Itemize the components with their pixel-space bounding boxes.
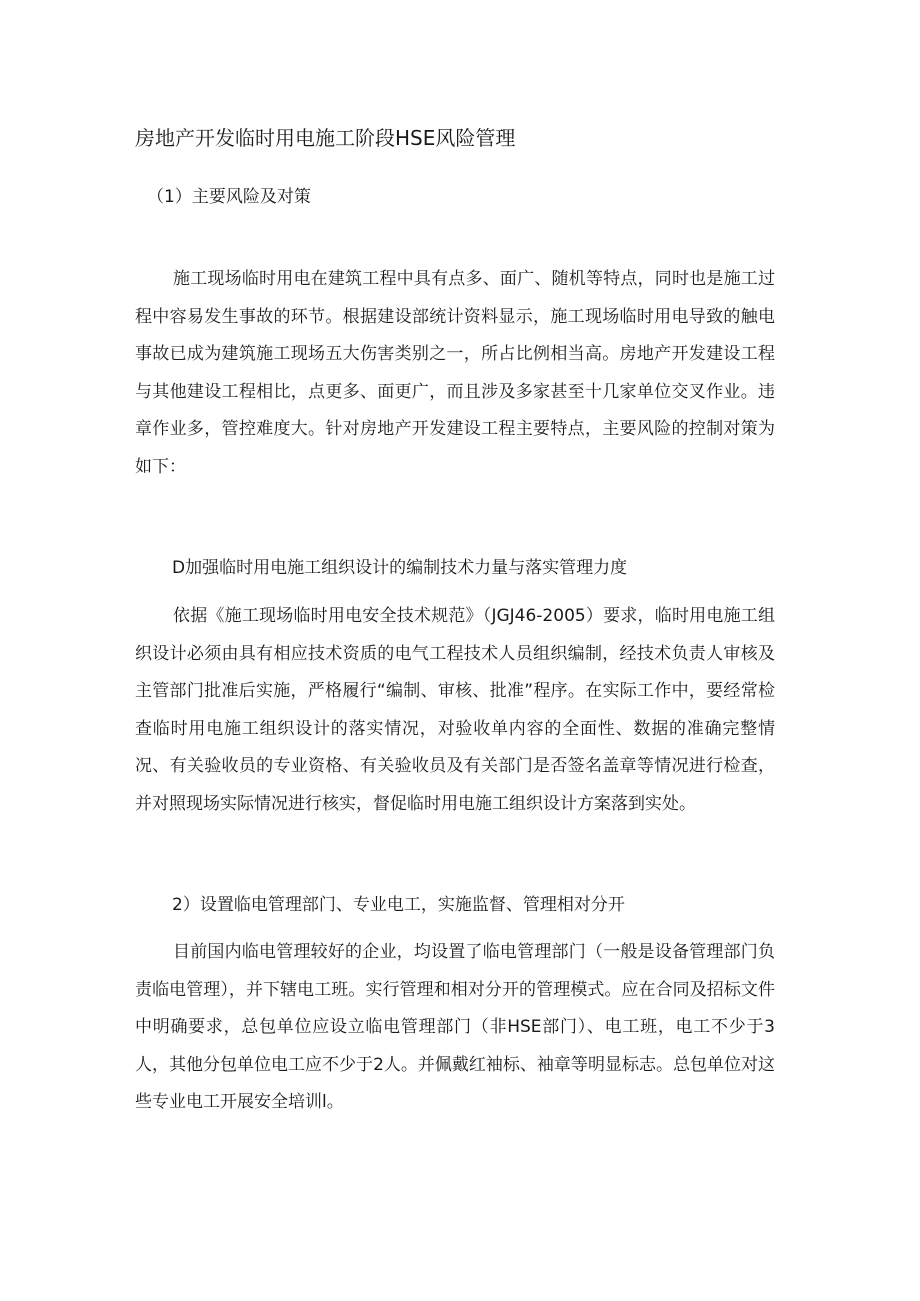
document-title: 房地产开发临时用电施工阶段HSE风险管理	[135, 126, 516, 150]
section-heading-main-risks: （1）主要风险及对策	[147, 187, 311, 207]
subheading-construction-design: D加强临时用电施工组织设计的编制技术力量与落实管理力度	[172, 558, 628, 578]
subheading-management-dept: 2）设置临电管理部门、专业电工，实施监督、管理相对分开	[172, 895, 625, 915]
paragraph-management-model: 目前国内临电管理较好的企业，均设置了临电管理部门（一般是设备管理部门负责临电管理），并下辖电工班。实行管理和相对分开的管理模式。应在合同及招标文件中明确要求，总包单位应设立临电管理部门（非HSE部门）、电工班，电工不少于3人，其他分包单位电工应不少于2人。并佩戴红袖标、袖章等明显标志。总包单位对这些专业电工开展安全培训l。	[135, 942, 775, 1113]
paragraph-risk-overview: 施工现场临时用电在建筑工程中具有点多、面广、随机等特点，同时也是施工过程中容易发生事故的环节。根据建设部统计资料显示，施工现场临时用电导致的触电事故已成为建筑施工现场五大伤害类别之一，所占比例相当高。房地产开发建设工程与其他建设工程相比，点更多、面更广，而且涉及多家甚至十几家单位交叉作业。违章作业多，管控难度大。针对房地产开发建设工程主要特点，主要风险的控制对策为如下：	[135, 269, 775, 477]
paragraph-design-standards: 依据《施工现场临时用电安全技术规范》（JGJ46-2005）要求，临时用电施工组织设计必须由具有相应技术资质的电气工程技术人员组织编制，经技术负责人审核及主管部门批准后实施，严格履行“编制、审核、批准”程序。在实际工作中，要经常检查临时用电施工组织设计的落实情况，对验收单内容的全面性、数据的准确完整情况、有关验收员的专业资格、有关验收员及有关部门是否签名盖章等情况进行检查，并对照现场实际情况进行核实，督促临时用电施工组织设计方案落到实处。	[135, 606, 775, 814]
